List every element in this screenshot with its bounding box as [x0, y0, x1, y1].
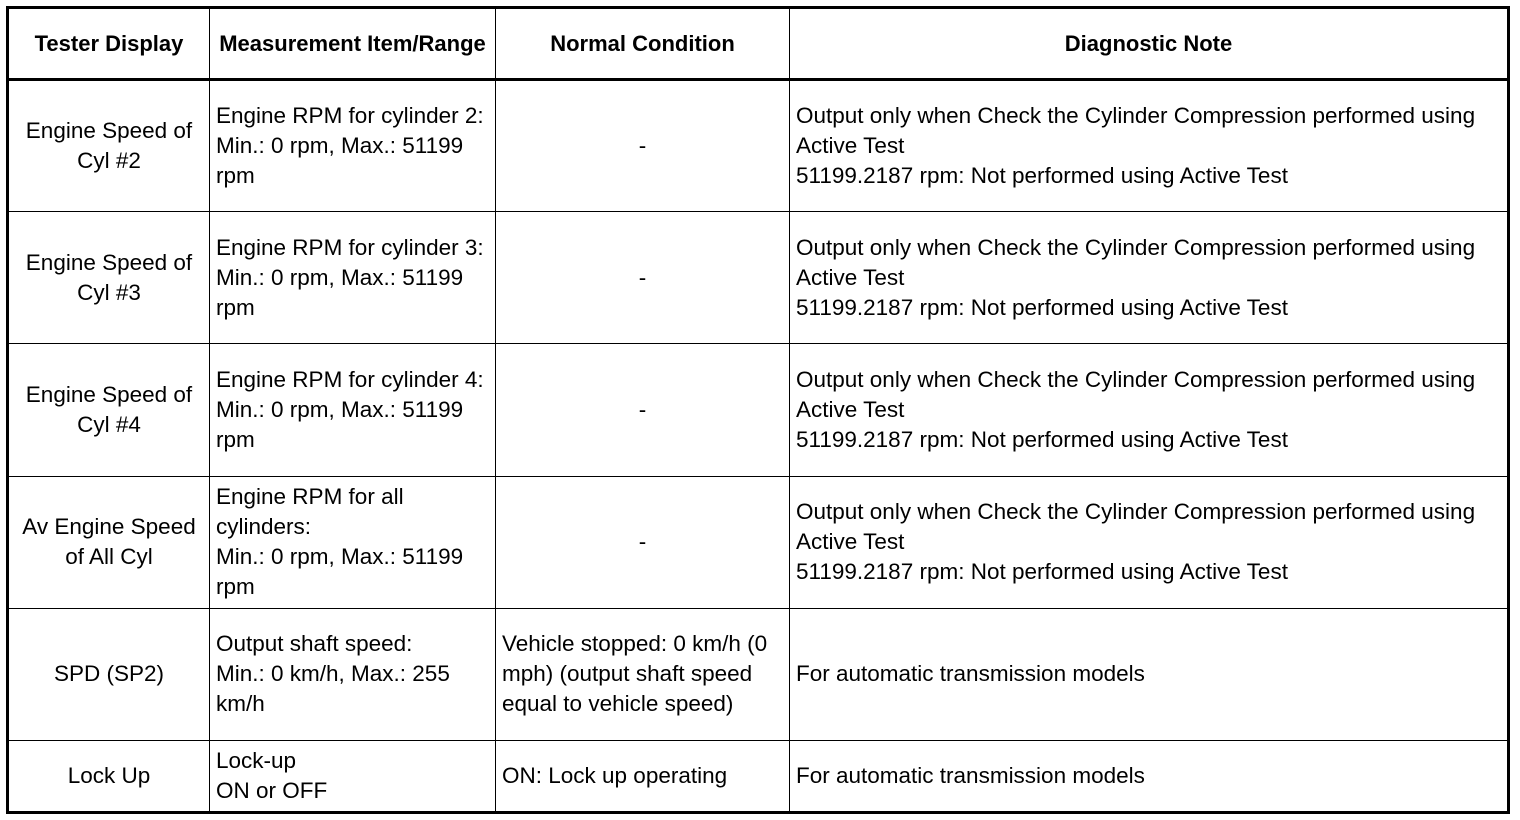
- measurement-line: Min.: 0 rpm, Max.: 51199 rpm: [216, 133, 464, 189]
- tester-display-cell: Lock Up: [8, 740, 210, 812]
- tester-display-cell: Engine Speed of Cyl #3: [8, 212, 210, 344]
- measurement-line: Min.: 0 km/h, Max.: 255 km/h: [216, 661, 450, 717]
- header-tester-display: Tester Display: [8, 8, 210, 80]
- diagnostic-note-cell: [790, 212, 1509, 344]
- normal-condition-cell: [496, 80, 790, 212]
- diagnostic-note-line: 51199.2187 rpm: Not performed using Active Test: [796, 163, 1288, 189]
- normal-condition-line: -: [638, 396, 647, 422]
- normal-condition-line: -: [638, 529, 647, 555]
- normal-condition-line: -: [638, 133, 647, 159]
- measurement-line: Engine RPM for cylinder 4:: [216, 366, 484, 392]
- measurement-line: Min.: 0 rpm, Max.: 51199 rpm: [216, 544, 464, 600]
- normal-condition-line: -: [638, 264, 647, 290]
- normal-condition-cell: [496, 740, 790, 812]
- diagnostic-note-cell: [790, 344, 1509, 476]
- diagnostic-note-line: Output only when Check the Cylinder Compression performed using Active Test: [796, 103, 1476, 159]
- measurement-cell: [210, 80, 496, 212]
- table-row: [8, 608, 1509, 740]
- diagnostic-note-line: 51199.2187 rpm: Not performed using Active Test: [796, 559, 1288, 585]
- measurement-line: Engine RPM for all cylinders:: [216, 484, 404, 540]
- normal-condition-cell: [496, 344, 790, 476]
- measurement-line: Min.: 0 rpm, Max.: 51199 rpm: [216, 264, 464, 320]
- measurement-line: Engine RPM for cylinder 3:: [216, 234, 484, 260]
- measurement-cell: [210, 476, 496, 608]
- table-row: [8, 740, 1509, 812]
- diagnostic-note-line: 51199.2187 rpm: Not performed using Active Test: [796, 426, 1288, 452]
- table-row: [8, 344, 1509, 476]
- diagnostic-note-line: 51199.2187 rpm: Not performed using Active Test: [796, 294, 1288, 320]
- diagnostic-data-table: [6, 6, 1510, 814]
- measurement-cell: [210, 740, 496, 812]
- tester-display-cell: Engine Speed of Cyl #2: [8, 80, 210, 212]
- measurement-cell: [210, 344, 496, 476]
- measurement-line: Min.: 0 rpm, Max.: 51199 rpm: [216, 396, 464, 452]
- normal-condition-cell: [496, 212, 790, 344]
- table-header: [8, 8, 1509, 80]
- measurement-line: ON or OFF: [216, 777, 328, 803]
- header-measurement-item-range: Measurement Item/Range: [210, 8, 496, 80]
- diagnostic-note-cell: [790, 608, 1509, 740]
- diagnostic-note-line: For automatic transmission models: [796, 661, 1145, 687]
- normal-condition-cell: [496, 608, 790, 740]
- measurement-line: Output shaft speed:: [216, 631, 413, 657]
- measurement-line: Lock-up: [216, 747, 297, 773]
- diagnostic-note-cell: [790, 476, 1509, 608]
- tester-display-cell: Engine Speed of Cyl #4: [8, 344, 210, 476]
- tester-display-cell: SPD (SP2): [8, 608, 210, 740]
- table-row: [8, 476, 1509, 608]
- normal-condition-line: ON: Lock up operating: [502, 762, 728, 788]
- tester-display-cell: Av Engine Speed of All Cyl: [8, 476, 210, 608]
- measurement-cell: [210, 212, 496, 344]
- table-row: [8, 212, 1509, 344]
- diagnostic-note-line: Output only when Check the Cylinder Compression performed using Active Test: [796, 499, 1476, 555]
- header-diagnostic-note: Diagnostic Note: [790, 8, 1509, 80]
- diagnostic-note-line: For automatic transmission models: [796, 762, 1145, 788]
- measurement-line: Engine RPM for cylinder 2:: [216, 103, 484, 129]
- diagnostic-note-line: Output only when Check the Cylinder Compression performed using Active Test: [796, 366, 1476, 422]
- header-row: [8, 8, 1509, 80]
- table-row: [8, 80, 1509, 212]
- diagnostic-note-cell: [790, 80, 1509, 212]
- diagnostic-note-cell: [790, 740, 1509, 812]
- diagnostic-note-line: Output only when Check the Cylinder Compression performed using Active Test: [796, 234, 1476, 290]
- normal-condition-cell: [496, 476, 790, 608]
- header-normal-condition: Normal Condition: [496, 8, 790, 80]
- normal-condition-line: Vehicle stopped: 0 km/h (0 mph) (output shaft speed equal to vehicle speed): [502, 631, 768, 717]
- table-body: [8, 80, 1509, 813]
- measurement-cell: [210, 608, 496, 740]
